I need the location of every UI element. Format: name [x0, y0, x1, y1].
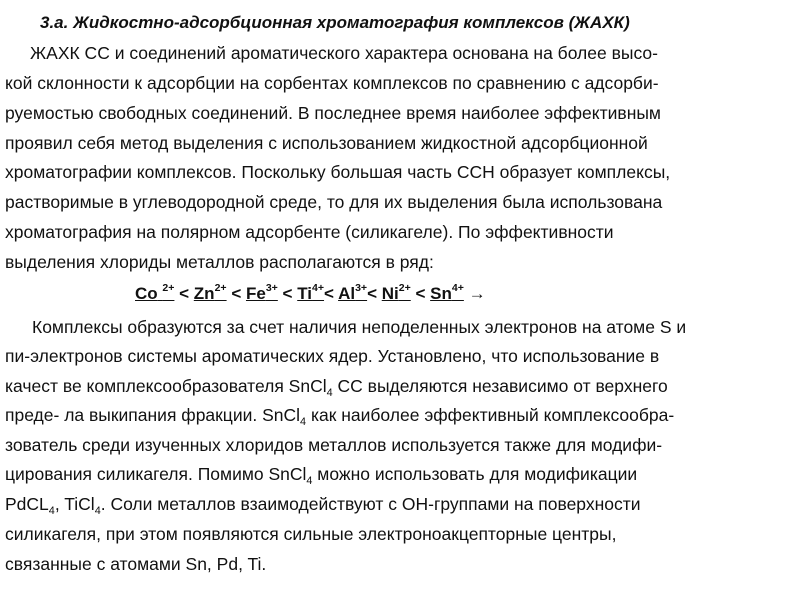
element-sn: $Sn^{4+}$: [430, 282, 464, 303]
text-line: пи-электронов системы ароматических ядер. Установлено, что использование в: [5, 346, 660, 366]
text-line: хроматографии комплексов. Поскольку большая часть ССН образует комплексы,: [5, 162, 671, 182]
slide-title: 3.а. Жидкостно-адсорбционная хроматография комплексов (ЖАХК): [40, 13, 630, 32]
text-line: силикагеля, при этом появляются сильные электроноакцепторные центры,: [5, 524, 617, 544]
arrow-icon: →: [463, 284, 486, 303]
text-line: проявил себя метод выделения с использованием жидкостной адсорбционной: [5, 133, 648, 153]
text-line: зователь среди изученных хлоридов металлов используется также для модифи-: [5, 435, 663, 455]
text-line: цирования силикагеля. Помимо SnCl$_4$ можно использовать для модификации: [5, 464, 638, 487]
text-line: Комплексы образуются за счет наличия неподеленных электронов на атоме S и: [32, 317, 687, 337]
element-fe: $Fe^{3+}$: [245, 282, 278, 303]
element-ni: $Ni^{2+}$: [381, 282, 411, 303]
text-line: руемостью свободных соединений. В последнее время наиболее эффективным: [5, 103, 661, 123]
element-al: $Al^{3+}$: [338, 282, 368, 303]
element-zn: $Zn^{2+}$: [193, 282, 227, 303]
text-line: ЖАХК СС и соединений ароматического характера основана на более высо-: [30, 43, 658, 63]
text-line: кой склонности к адсорбции на сорбентах комплексов по сравнению с адсорби-: [5, 73, 659, 93]
text-line: преде- ла выкипания фракции. SnCl$_4$ как наиболее эффективный комплексообра-: [5, 405, 675, 428]
text-line: растворимые в углеводородной среде, то для их выделения была использована: [5, 192, 663, 212]
text-line: хроматография на полярном адсорбенте (силикагеле). По эффективности: [5, 222, 614, 242]
metal-chloride-series: Co $^{2+} < Zn^{2+} < Fe^{3+} < Ti^{4+}< Al^{3+}< Ni^{2+} < Sn^{4+}$ →: [135, 282, 486, 303]
element-co: Co $^{2+}$: [135, 282, 175, 303]
text-line: качест ве комплексообразователя SnCl$_4$ СС выделяются независимо от верхнего: [5, 376, 668, 399]
element-ti: $Ti^{4+}$: [297, 282, 325, 303]
text-line: связанные с атомами Sn, Pd, Ti.: [5, 554, 267, 574]
text-line: PdCL$_4$, TiCl$_4$. Соли металлов взаимодействуют с ОН-группами на поверхности: [5, 494, 641, 517]
text-line: выделения хлориды металлов располагаются в ряд:: [5, 252, 434, 272]
